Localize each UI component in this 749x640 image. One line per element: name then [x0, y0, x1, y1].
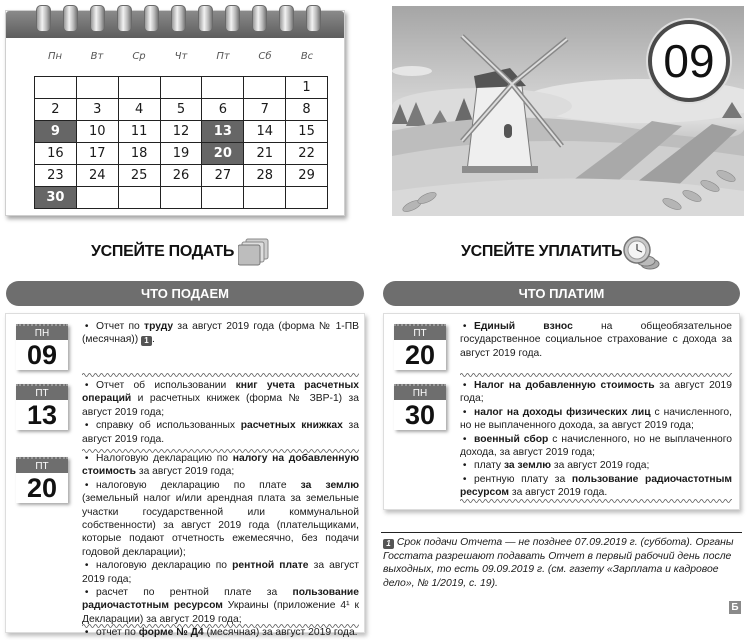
clock-coins-icon	[622, 236, 660, 270]
deadline-item	[460, 406, 732, 433]
spiral-ring	[63, 5, 78, 32]
deadline-item	[82, 419, 359, 446]
deadline-item	[82, 452, 359, 479]
calendar-day: 25	[119, 165, 161, 187]
calendar-day: 18	[119, 143, 161, 165]
pay-panel	[383, 313, 740, 510]
calendar-empty-cell	[244, 77, 286, 99]
calendar-day: 17	[77, 143, 119, 165]
item-text: Налоговую декларацию по	[96, 453, 233, 464]
item-text: и расчетных книжек (форма № ЗВР-1) за август 2019 года;	[82, 393, 359, 418]
emphasis-text: за землю	[503, 460, 552, 472]
spiral-ring	[306, 5, 321, 32]
spiral-ring	[279, 5, 294, 32]
bullet-icon: •	[82, 479, 89, 491]
calendar-day: 29	[286, 165, 328, 187]
weekday-label: Пн	[47, 51, 63, 62]
calendar-empty-cell	[202, 77, 244, 99]
weekday-label: Чт	[174, 51, 188, 62]
deadline-item	[82, 320, 359, 347]
date-tile	[16, 384, 68, 430]
submit-heading: УСПЕЙТЕ ПОДАТЬ	[91, 243, 235, 260]
item-text: за август 2019 года;	[136, 466, 235, 478]
deadline-item	[460, 320, 732, 360]
calendar-day: 20	[202, 143, 244, 165]
calendar-day: 4	[119, 99, 161, 121]
calendar-day: 1	[286, 77, 328, 99]
what-we-pay-banner: ЧТО ПЛАТИМ	[383, 281, 740, 306]
weekday-abbr: ПН	[16, 324, 68, 340]
day-number: 30	[404, 400, 436, 430]
deadline-items	[82, 379, 359, 446]
item-text: за август 2019 года;	[460, 380, 732, 405]
weekday-abbr: ПН	[394, 384, 446, 400]
item-text: за август 2019 года (форма № 1-ПВ (месячная))	[82, 321, 360, 346]
month-number-badge: 09	[648, 20, 730, 102]
emphasis-text: форме № Д4	[138, 627, 204, 639]
deadline-item	[460, 459, 732, 472]
calendar-day: 9	[35, 121, 77, 143]
spiral-ring	[171, 5, 186, 32]
emphasis-text: пользование радиочастотным ресурсом	[82, 587, 359, 612]
item-text: (месячная) за август 2019 года.	[203, 627, 358, 639]
calendar-day: 22	[286, 143, 328, 165]
emphasis-text: налог на доходы физических лиц	[474, 406, 651, 418]
emphasis-text: Единый взнос	[474, 321, 573, 332]
spiral-ring	[36, 5, 51, 32]
calendar-day: 26	[161, 165, 203, 187]
emphasis-text: книг учета расчетных операций	[82, 380, 359, 405]
calendar-day: 28	[244, 165, 286, 187]
calendar-empty-cell	[161, 77, 203, 99]
item-text: (земельный налог и/или арендная плата за земельные участки государственной или коммунальной собственности) за август 2019 года (плательщиками, которые подают отчетность ежемесячно, без подачи годовой декларации);	[82, 493, 359, 558]
deadline-item	[82, 379, 359, 419]
calendar-day: 5	[161, 99, 203, 121]
calendar-empty-cell	[286, 187, 328, 209]
calendar-empty-cell	[202, 187, 244, 209]
date-tile	[394, 324, 446, 370]
emphasis-text: рентной плате	[232, 560, 309, 572]
item-text: рентную плату за	[474, 473, 572, 485]
item-text: с начисленного, но не выплаченного дохода, за август 2019 года;	[460, 406, 732, 432]
emphasis-text: Налог на добавленную стоимость	[474, 380, 655, 391]
item-text: налоговую декларацию по	[96, 560, 233, 572]
item-text: Отчет по	[96, 321, 145, 332]
deadline-items	[82, 320, 359, 347]
calendar-day: 23	[35, 165, 77, 187]
pay-heading: УСПЕЙТЕ УПЛАТИТЬ	[461, 243, 623, 260]
calendar-day: 24	[77, 165, 119, 187]
item-text: плату	[474, 460, 504, 472]
item-text: отчет по	[96, 627, 139, 639]
calendar-day: 2	[35, 99, 77, 121]
section-letter-badge: Б	[729, 601, 741, 614]
day-number: 09	[26, 340, 58, 370]
spiral-ring	[90, 5, 105, 32]
calendar-day: 7	[244, 99, 286, 121]
date-tile	[16, 457, 68, 503]
deadline-items	[82, 452, 359, 640]
weekday-abbr: ПТ	[394, 324, 446, 340]
bullet-icon: •	[460, 460, 467, 472]
item-text: за август 2019 года.	[509, 487, 608, 499]
calendar-empty-cell	[77, 187, 119, 209]
item-text: расчет по рентной плате за	[96, 587, 293, 599]
calendar-day: 10	[77, 121, 119, 143]
footnote	[383, 536, 741, 590]
calendar-day: 3	[77, 99, 119, 121]
spiral-ring	[144, 5, 159, 32]
calendar-day: 16	[35, 143, 77, 165]
item-text: налоговую декларацию по плате	[96, 479, 301, 491]
bullet-icon: •	[460, 433, 467, 445]
bullet-icon: •	[82, 627, 89, 639]
footnote-mark: 1	[383, 539, 394, 549]
deadline-item	[460, 433, 732, 460]
item-text: с начисленного, но не выплаченного дохода, за август 2019 года;	[460, 433, 732, 459]
deadline-item	[82, 479, 359, 559]
calendar-grid	[34, 76, 328, 209]
spiral-ring	[252, 5, 267, 32]
deadline-item	[82, 559, 359, 586]
calendar-empty-cell	[161, 187, 203, 209]
day-number: 13	[26, 400, 58, 430]
footnote-text: Срок подачи Отчета — не позднее 07.09.2019 г. (суббота). Органы Госстата разрешают подавать Отчет в первый рабочий день после выходных, то есть 09.09.2019 г. (см. газету «Зарплата и кадровое дело», № 1/2019, с. 19).	[383, 537, 734, 589]
calendar-day: 15	[286, 121, 328, 143]
date-tile	[16, 324, 68, 370]
day-number: 20	[26, 473, 58, 503]
bullet-icon: •	[460, 473, 467, 485]
weekday-header	[34, 51, 328, 62]
footnote-divider	[381, 532, 742, 533]
weekday-label: Сб	[258, 51, 272, 62]
calendar-day: 14	[244, 121, 286, 143]
deadline-item	[460, 379, 732, 406]
weekday-abbr: ПТ	[16, 457, 68, 473]
item-text: .	[152, 334, 155, 346]
weekday-label: Вс	[300, 51, 314, 62]
bullet-icon: •	[460, 380, 467, 391]
what-we-submit-banner: ЧТО ПОДАЕМ	[6, 281, 364, 306]
weekday-label: Пт	[216, 51, 230, 62]
item-text: за август 2019 года;	[82, 560, 359, 585]
spiral-rings	[36, 5, 321, 32]
calendar-day: 21	[244, 143, 286, 165]
item-text: за август 2019 года;	[551, 460, 650, 472]
folder-icon	[238, 238, 272, 266]
submit-panel	[5, 313, 365, 639]
emphasis-text: труду	[144, 321, 174, 332]
deadline-item	[82, 586, 359, 626]
calendar-empty-cell	[77, 77, 119, 99]
calendar-day: 6	[202, 99, 244, 121]
spiral-ring	[225, 5, 240, 32]
bullet-icon: •	[82, 453, 89, 464]
emphasis-text: налогу на добавленную стоимость	[82, 453, 359, 478]
bullet-icon: •	[82, 321, 89, 332]
day-number: 20	[404, 340, 436, 370]
calendar-empty-cell	[244, 187, 286, 209]
calendar-day: 27	[202, 165, 244, 187]
item-text: Украины (приложение 4¹ к Декларации) за август 2019 года;	[82, 600, 359, 625]
bullet-icon: •	[82, 380, 89, 391]
bullet-icon: •	[82, 420, 89, 432]
calendar-day: 19	[161, 143, 203, 165]
calendar-day: 12	[161, 121, 203, 143]
windmill-illustration	[392, 6, 744, 216]
calendar-day: 8	[286, 99, 328, 121]
calendar-empty-cell	[119, 187, 161, 209]
item-text: на общеобязательное государственное социальное страхование с дохода за август 2019 года.	[460, 321, 732, 359]
calendar-empty-cell	[35, 77, 77, 99]
deadline-items	[460, 379, 732, 500]
emphasis-text: военный сбор	[474, 433, 549, 445]
emphasis-text: расчетных книжках	[240, 420, 343, 432]
bullet-icon: •	[82, 587, 89, 599]
weekday-label: Вт	[90, 51, 104, 62]
calendar-day: 30	[35, 187, 77, 209]
date-tile	[394, 384, 446, 430]
emphasis-text: пользование радиочастотным ресурсом	[460, 473, 732, 499]
deadline-item	[460, 473, 732, 500]
spiral-ring	[117, 5, 132, 32]
wall-calendar	[5, 10, 345, 216]
deadline-items	[460, 320, 732, 360]
weekday-abbr: ПТ	[16, 384, 68, 400]
bullet-icon: •	[460, 321, 467, 332]
calendar-empty-cell	[119, 77, 161, 99]
weekday-label: Ср	[132, 51, 146, 62]
item-text: справку об использованных	[96, 420, 241, 432]
footnote-reference: 1	[141, 336, 152, 346]
calendar-day: 13	[202, 121, 244, 143]
item-text: Отчет об использовании	[96, 380, 236, 391]
spiral-ring	[198, 5, 213, 32]
calendar-day: 11	[119, 121, 161, 143]
emphasis-text: за землю	[300, 479, 359, 491]
bullet-icon: •	[460, 406, 467, 418]
bullet-icon: •	[82, 560, 89, 572]
item-text: за август 2019 года.	[82, 420, 359, 445]
